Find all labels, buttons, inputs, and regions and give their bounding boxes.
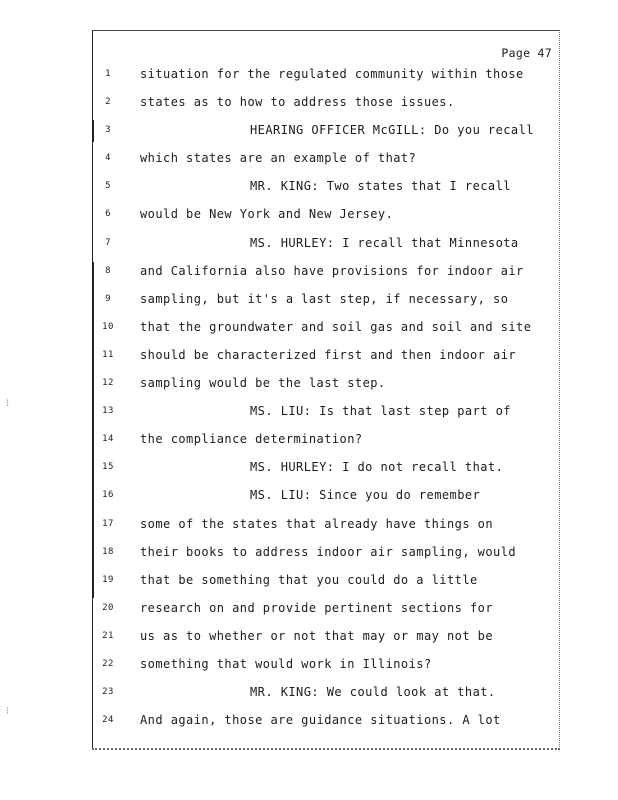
line-number: 7 — [105, 237, 111, 248]
line-number: 20 — [102, 602, 114, 613]
transcript-line — [100, 453, 550, 481]
transcript-line — [100, 510, 550, 538]
line-text: situation for the regulated community within those — [140, 67, 524, 81]
line-number: 2 — [105, 97, 111, 108]
transcript-line — [100, 622, 550, 650]
margin-change-bar — [92, 262, 94, 598]
line-text: states as to how to address those issues. — [140, 95, 455, 110]
transcript-line — [100, 425, 550, 453]
transcript-line — [100, 341, 550, 369]
line-text: MS. HURLEY: I recall that Minnesota — [250, 235, 519, 250]
line-text: research on and provide pertinent sections for — [140, 600, 494, 615]
transcript-line — [100, 200, 550, 228]
transcript-line — [100, 706, 550, 734]
line-number: 8 — [105, 265, 111, 276]
line-text: would be New York and New Jersey. — [140, 207, 394, 222]
line-text: MS. HURLEY: I do not recall that. — [250, 460, 504, 475]
line-text: and California also have provisions for indoor air — [140, 263, 524, 278]
transcript-line — [100, 116, 550, 144]
line-number: 9 — [105, 293, 111, 304]
transcript-line — [100, 650, 550, 678]
line-text: the compliance determination? — [140, 432, 363, 447]
line-number: 21 — [102, 630, 114, 641]
transcript-line — [100, 60, 550, 88]
line-number: 12 — [102, 378, 114, 389]
transcript-line — [100, 369, 550, 397]
line-number: 18 — [102, 546, 114, 557]
transcript-line — [100, 313, 550, 341]
line-text: some of the states that already have things on — [140, 516, 494, 531]
line-number: 14 — [102, 434, 114, 445]
line-number: 16 — [102, 490, 114, 501]
transcript-line — [100, 538, 550, 566]
line-number: 24 — [102, 715, 114, 726]
line-text: their books to address indoor air sampling, would — [140, 544, 517, 559]
page-number: Page 47 — [501, 46, 552, 60]
transcript-line — [100, 88, 550, 116]
line-text: which states are an example of that? — [140, 151, 417, 166]
transcript-line — [100, 229, 550, 257]
line-number: 5 — [105, 181, 111, 192]
line-number: 10 — [102, 321, 114, 332]
line-number: 19 — [102, 574, 114, 585]
line-text: MR. KING: Two states that I recall — [250, 179, 511, 194]
line-number: 22 — [102, 658, 114, 669]
line-number: 13 — [102, 406, 114, 417]
transcript-line — [100, 285, 550, 313]
line-text: us as to whether or not that may or may not be — [140, 628, 494, 643]
line-text: sampling, but it's a last step, if necessary, so — [140, 291, 509, 306]
scan-speck: ⁝ — [6, 706, 10, 717]
line-text: sampling would be the last step. — [140, 376, 386, 391]
line-text: HEARING OFFICER McGILL: Do you recall — [250, 123, 534, 138]
line-text: MS. LIU: Is that last step part of — [250, 404, 511, 419]
margin-change-bar — [92, 120, 94, 142]
line-text: MS. LIU: Since you do remember — [250, 488, 481, 503]
transcript-line — [100, 678, 550, 706]
transcript-line — [100, 594, 550, 622]
line-number: 6 — [105, 209, 111, 220]
transcript-line — [100, 172, 550, 200]
line-number: 11 — [102, 349, 114, 360]
transcript-line — [100, 257, 550, 285]
scan-speck: ⁝ — [6, 398, 10, 409]
transcript-body — [100, 60, 550, 734]
line-text: should be characterized first and then indoor air — [140, 347, 517, 362]
line-number: 15 — [102, 462, 114, 473]
transcript-line — [100, 397, 550, 425]
line-number: 23 — [102, 687, 114, 698]
transcript-line — [100, 481, 550, 509]
line-text: something that would work in Illinois? — [140, 656, 432, 671]
line-text: that the groundwater and soil gas and soil and site — [140, 319, 532, 334]
line-number: 4 — [105, 153, 111, 164]
line-number: 1 — [105, 69, 111, 79]
line-text: that be something that you could do a little — [140, 572, 478, 587]
line-text: And again, those are guidance situations. A lot — [140, 713, 501, 728]
line-text: MR. KING: We could look at that. — [250, 685, 496, 700]
line-number: 3 — [105, 125, 111, 136]
transcript-line — [100, 144, 550, 172]
page-bottom-rule — [92, 748, 560, 750]
transcript-line — [100, 566, 550, 594]
line-number: 17 — [102, 518, 114, 529]
